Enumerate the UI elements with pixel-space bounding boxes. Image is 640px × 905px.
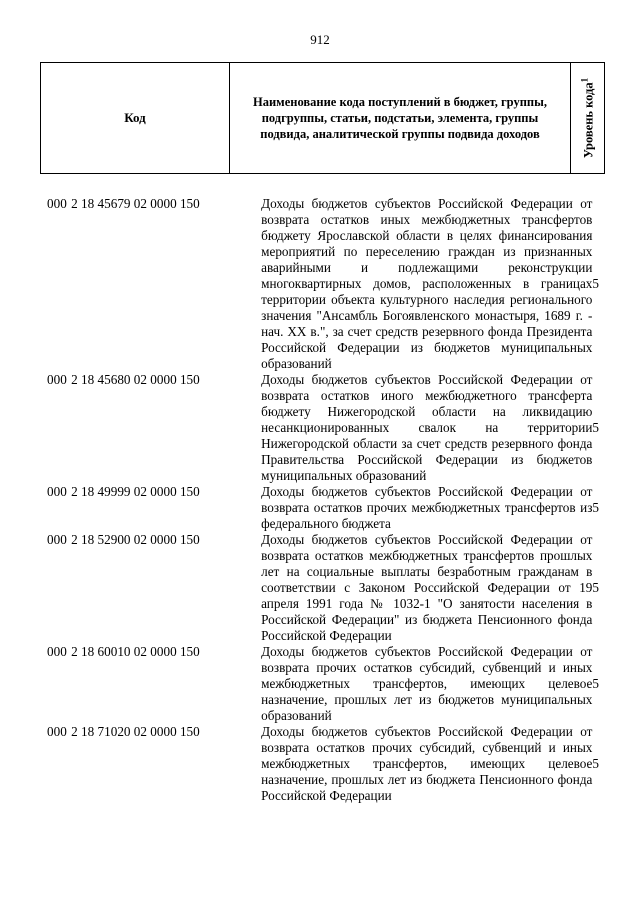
table-row <box>40 532 605 644</box>
row-type: 000 <box>47 372 67 387</box>
table-row <box>40 372 605 484</box>
row-code: 2 18 45680 02 0000 150 <box>71 372 200 387</box>
row-description: Доходы бюджетов субъектов Российской Федерации от возврата остатков прочих межбюджетных трансфертов из федерального бюджета <box>261 484 593 531</box>
row-code: 2 18 45679 02 0000 150 <box>71 196 200 211</box>
row-code: 2 18 49999 02 0000 150 <box>71 484 200 499</box>
row-description: Доходы бюджетов субъектов Российской Федерации от возврата остатков иных межбюджетных трансфертов бюджету Ярославской области в целях финансирования мероприятий по переселению граждан из признанных аварийными и подлежащими реконструкции многоквартирных домов, расположенных в границах территории объекта культурного наследия регионального значения "Ансамбль Богоявленского монастыря, 1689 г. - нач. XX в.", за счет средств резервного фонда Президента Российской Федерации из бюджетов муниципальных образований <box>261 196 593 371</box>
header-level-label: Уровень кода <box>581 82 596 159</box>
table-row <box>40 724 605 804</box>
table-header <box>40 62 605 174</box>
row-level: 5 <box>592 276 599 291</box>
table-row <box>40 196 605 372</box>
row-level: 5 <box>592 500 599 515</box>
row-level: 5 <box>592 756 599 771</box>
row-description: Доходы бюджетов субъектов Российской Федерации от возврата остатков иного межбюджетного трансферта бюджету Нижегородской области на ликвидацию несанкционированных свалок на территории Нижегородской области за счет средств резервного фонда Правительства Российской Федерации из бюджетов муниципальных образований <box>261 372 593 483</box>
row-type: 000 <box>47 484 67 499</box>
table-row <box>40 484 605 532</box>
header-code: Код <box>41 63 230 173</box>
row-description: Доходы бюджетов субъектов Российской Федерации от возврата остатков прочих субсидий, субвенций и иных межбюджетных трансфертов, имеющих целевое назначение, прошлых лет из бюджета Пенсионного фонда Российской Федерации <box>261 724 593 803</box>
row-type: 000 <box>47 724 67 739</box>
row-code: 2 18 60010 02 0000 150 <box>71 644 200 659</box>
page-number: 912 <box>310 32 330 47</box>
row-code: 2 18 71020 02 0000 150 <box>71 724 200 739</box>
row-code: 2 18 52900 02 0000 150 <box>71 532 200 547</box>
header-name: Наименование кода поступлений в бюджет, группы, подгруппы, статьи, подстатьи, элемента, группы подвида, аналитической группы подвида доходов <box>230 63 571 173</box>
header-level <box>571 63 604 173</box>
table-body <box>40 196 605 804</box>
header-level-footnote: 1 <box>578 77 589 83</box>
row-type: 000 <box>47 644 67 659</box>
row-type: 000 <box>47 196 67 211</box>
row-description: Доходы бюджетов субъектов Российской Федерации от возврата остатков межбюджетных трансфертов прошлых лет на социальные выплаты безработным гражданам в соответствии с Законом Российской Федерации от 19 апреля 1991 года № 1032-1 "О занятости населения в Российской Федерации" из бюджета Пенсионного фонда Российской Федерации <box>261 532 593 643</box>
row-type: 000 <box>47 532 67 547</box>
row-description: Доходы бюджетов субъектов Российской Федерации от возврата прочих остатков субсидий, субвенций и иных межбюджетных трансфертов, имеющих целевое назначение, прошлых лет из бюджетов муниципальных образований <box>261 644 593 723</box>
row-level: 5 <box>592 420 599 435</box>
row-level: 5 <box>592 676 599 691</box>
table-row <box>40 644 605 724</box>
row-level: 5 <box>592 580 599 595</box>
